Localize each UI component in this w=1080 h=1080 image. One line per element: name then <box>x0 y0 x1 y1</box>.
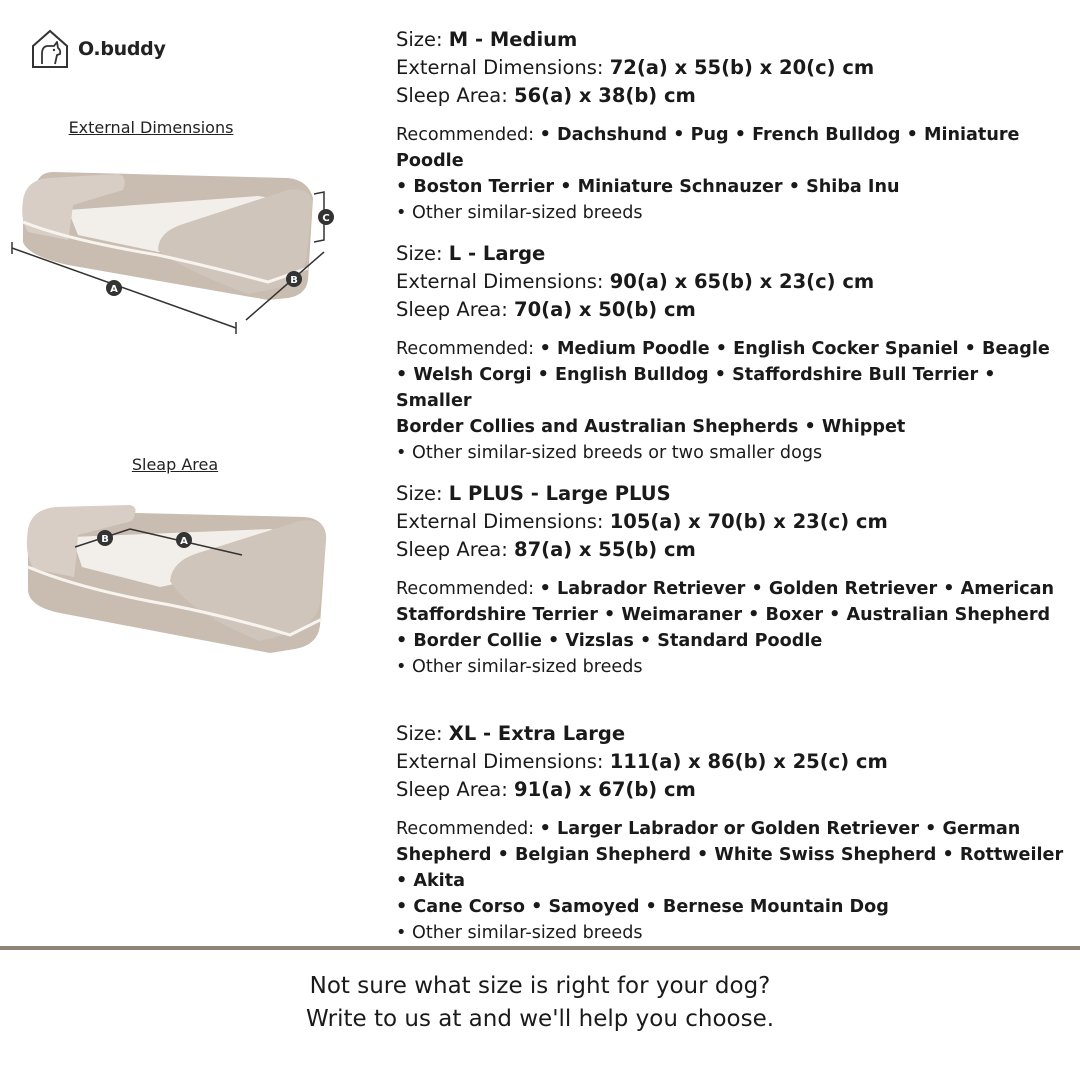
size-block-large <box>396 240 1076 466</box>
rec-line: • Medium Poodle • English Cocker Spaniel • Beagle <box>539 339 1050 359</box>
recommended-breeds <box>396 336 1076 440</box>
sleep-prefix: Sleep Area: <box>396 538 515 561</box>
size-prefix: Size: <box>396 28 449 51</box>
size-value: L - Large <box>448 242 546 265</box>
external-dimensions-line <box>396 54 1076 82</box>
size-prefix: Size: <box>396 242 449 265</box>
sleep-value: 70(a) x 50(b) cm <box>514 298 696 321</box>
ext-value: 111(a) x 86(b) x 25(c) cm <box>609 750 888 773</box>
ext-prefix: External Dimensions: <box>396 750 610 773</box>
dog-house-icon <box>30 28 70 70</box>
recommended-breeds <box>396 122 1076 200</box>
sleep-value: 91(a) x 67(b) cm <box>514 778 696 801</box>
footer-line-2: Write to us at and we'll help you choose. <box>305 1006 775 1032</box>
sleep-area-line <box>396 536 1054 564</box>
external-dimensions-line <box>396 268 1076 296</box>
rec-line: • Boston Terrier • Miniature Schnauzer • Shiba Inu <box>396 177 900 197</box>
recommended-breeds <box>396 576 1054 654</box>
sleep-marker-a-text: A <box>180 536 188 547</box>
marker-c-text: C <box>322 213 330 224</box>
rec-line: • Dachshund • Pug • French Bulldog • Miniature Poodle <box>396 125 1020 171</box>
sleep-value: 87(a) x 55(b) cm <box>514 538 696 561</box>
sleep-area-line <box>396 296 1076 324</box>
size-block-medium <box>396 26 1076 226</box>
rec-line: • Cane Corso • Samoyed • Bernese Mountain Dog <box>396 897 889 917</box>
other-breeds: • Other similar-sized breeds <box>396 203 643 223</box>
rec-prefix: Recommended: <box>396 339 540 359</box>
ext-value: 72(a) x 55(b) x 20(c) cm <box>609 56 875 79</box>
size-line <box>396 480 1054 508</box>
sleep-area-line <box>396 82 1076 110</box>
size-line <box>396 240 1076 268</box>
sleep-prefix: Sleep Area: <box>396 778 515 801</box>
rec-line: Border Collies and Australian Shepherds • Whippet <box>396 417 906 437</box>
rec-prefix: Recommended: <box>396 579 540 599</box>
ext-prefix: External Dimensions: <box>396 56 610 79</box>
sleep-prefix: Sleep Area: <box>396 298 515 321</box>
size-line <box>396 26 1076 54</box>
sleep-area-label: Sleap Area <box>131 455 219 474</box>
rec-line: Staffordshire Terrier • Weimaraner • Boxer • Australian Shepherd <box>396 605 1051 625</box>
recommended-breeds <box>396 816 1076 920</box>
ext-value: 90(a) x 65(b) x 23(c) cm <box>609 270 875 293</box>
other-breeds: • Other similar-sized breeds <box>396 657 643 677</box>
rec-prefix: Recommended: <box>396 819 540 839</box>
bed-external-dimensions-image <box>8 160 348 340</box>
brand-logo <box>30 28 166 70</box>
size-prefix: Size: <box>396 482 449 505</box>
size-value: M - Medium <box>448 28 578 51</box>
size-block-extra-large <box>396 720 1076 946</box>
ext-prefix: External Dimensions: <box>396 270 610 293</box>
rec-line: • Welsh Corgi • English Bulldog • Staffordshire Bull Terrier • Smaller <box>396 365 996 411</box>
size-value: L PLUS - Large PLUS <box>448 482 671 505</box>
brand-name: O.buddy <box>78 38 166 60</box>
external-dimensions-label: External Dimensions <box>68 118 234 137</box>
rec-line: Shepherd • Belgian Shepherd • White Swiss Shepherd • Rottweiler • Akita <box>396 845 1064 891</box>
external-dimensions-line <box>396 508 1054 536</box>
rec-line: • Labrador Retriever • Golden Retriever • American <box>539 579 1055 599</box>
size-prefix: Size: <box>396 722 449 745</box>
size-value: XL - Extra Large <box>448 722 626 745</box>
sleep-value: 56(a) x 38(b) cm <box>514 84 696 107</box>
marker-b-text: B <box>290 275 298 286</box>
rec-line: • Larger Labrador or Golden Retriever • German <box>539 819 1021 839</box>
ext-prefix: External Dimensions: <box>396 510 610 533</box>
rec-prefix: Recommended: <box>396 125 540 145</box>
bed-sleep-area-image <box>20 495 340 660</box>
sleep-prefix: Sleep Area: <box>396 84 515 107</box>
footer-divider <box>0 946 1080 950</box>
other-breeds: • Other similar-sized breeds or two smaller dogs <box>396 443 823 463</box>
sleep-area-line <box>396 776 1076 804</box>
footer-help <box>0 970 1080 1036</box>
ext-value: 105(a) x 70(b) x 23(c) cm <box>609 510 888 533</box>
external-dimensions-line <box>396 748 1076 776</box>
sleep-marker-b-text: B <box>101 534 109 545</box>
marker-a-text: A <box>110 284 118 295</box>
rec-line: • Border Collie • Vizslas • Standard Poodle <box>396 631 823 651</box>
other-breeds: • Other similar-sized breeds <box>396 923 643 943</box>
footer-line-1: Not sure what size is right for your dog? <box>309 973 771 999</box>
size-line <box>396 720 1076 748</box>
size-block-large-plus <box>396 480 1054 680</box>
